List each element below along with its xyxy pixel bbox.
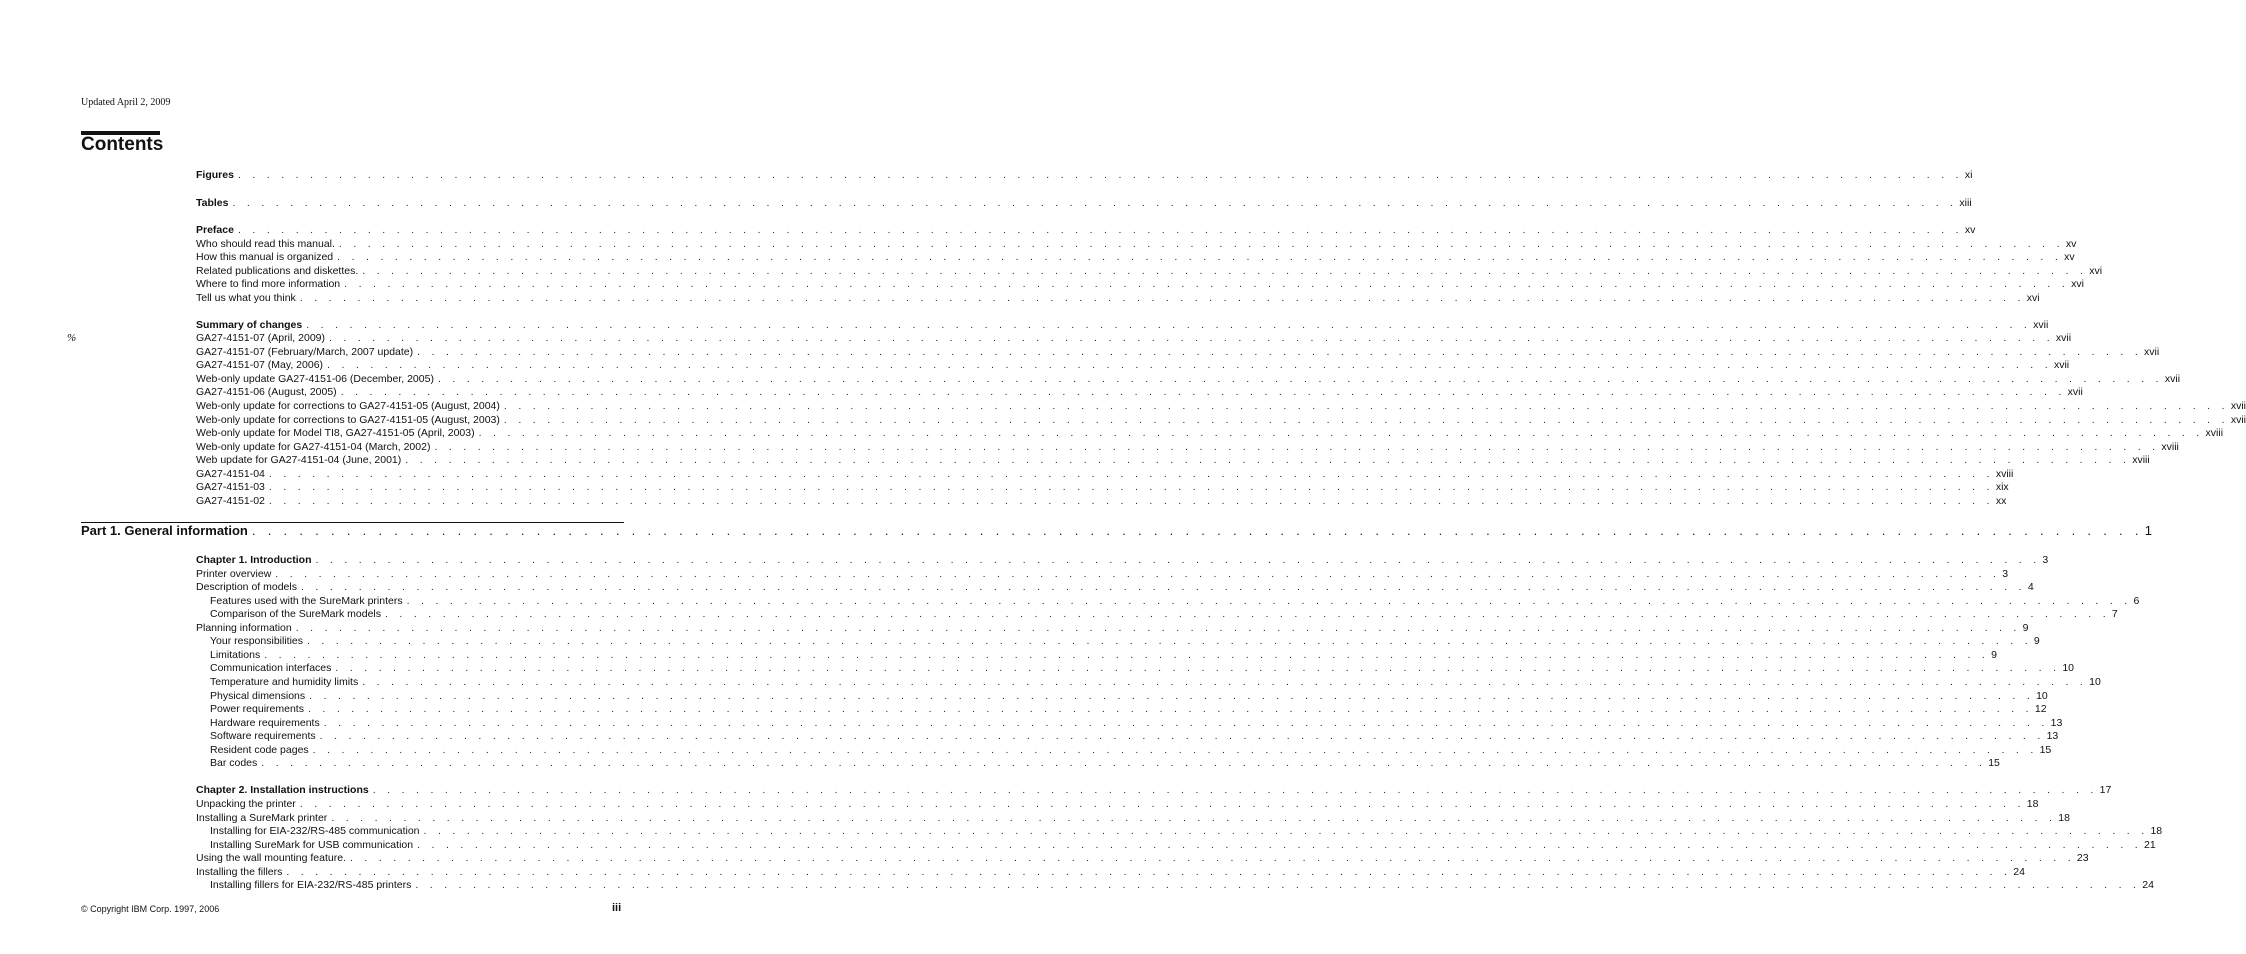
toc-entry[interactable] — [196, 784, 2112, 798]
toc-entry-label: GA27-4151-02 — [196, 495, 265, 507]
toc-entry-page: xviii — [2205, 427, 2224, 439]
toc-entry-label: Limitations — [210, 649, 261, 661]
dot-leader: . . . . . . . . . . . . . . . . . . . . . . . . . . . . . . . . . . . . . . . . . . . . . . . . . . . . . . . . . . . . . . . . . . . . . . . . . . . . . . . . . . . . . . . . . . . . . . . . . . . . . . . . . . . . . . . . . . . . . . . . — [350, 852, 2075, 864]
toc-entry[interactable] — [196, 238, 2077, 252]
toc-entry-page: 10 — [2089, 676, 2101, 688]
toc-entry-label: Resident code pages — [210, 744, 309, 756]
toc-entry-label: Power requirements — [210, 703, 304, 715]
toc-entry-page: xvi — [2071, 278, 2084, 290]
toc-entry[interactable] — [196, 292, 2040, 306]
toc-entry-page: 1 — [2144, 523, 2153, 538]
toc-entry[interactable] — [196, 812, 2070, 826]
toc-entry-label: Features used with the SureMark printers — [210, 595, 403, 607]
toc-entry-label: Printer overview — [196, 568, 272, 580]
dot-leader: . . . . . . . . . . . . . . . . . . . . . . . . . . . . . . . . . . . . . . . . . . . . . . . . . . . . . . . . . . . . . . . . . . . . . . . . . . . . . . . . . . . . . . . . . . . . . . . . . . . . . . . . . . . . . . . . . . . . . . . . — [417, 839, 2143, 851]
dot-leader: . . . . . . . . . . . . . . . . . . . . . . . . . . . . . . . . . . . . . . . . . . . . . . . . . . . . . . . . . . . . . . . . . . . . . . . . . . . . . . . . . . . . . . . . . . . . . . . . . . . . . . . . . . . . . . . . . . . . . . . . — [434, 441, 2160, 453]
toc-entry-label: Planning information — [196, 622, 292, 634]
toc-entry-label: Who should read this manual. — [196, 238, 335, 250]
toc-entry-label: Summary of changes — [196, 319, 303, 331]
toc-entry-page: xvii — [2053, 359, 2070, 371]
toc-entry-page: xvii — [2055, 332, 2072, 344]
toc-entry-page: 10 — [2036, 690, 2048, 702]
footer-page-number: iii — [612, 902, 622, 914]
toc-entry-page: 13 — [2046, 730, 2059, 742]
dot-leader: . . . . . . . . . . . . . . . . . . . . . . . . . . . . . . . . . . . . . . . . . . . . . . . . . . . . . . . . . . . . . . . . . . . . . . . . . . . . . . . . . . . . . . . . . . . . . . . . . . . . . . . . . . . . . . . . . . . . . . . . — [335, 662, 2061, 674]
toc-entry-page: 21 — [2144, 839, 2156, 851]
toc-entry[interactable] — [210, 635, 2040, 649]
dot-leader: . . . . . . . . . . . . . . . . . . . . . . . . . . . . . . . . . . . . . . . . . . . . . . . . . . . . . . . . . . . . . . . . . . . . . . . . . . . . . . . . . . . . . . . . . . . . . . . . . . . . . . . . . . . . . . . . . . . . . . . . — [340, 386, 2066, 398]
toc-entry-label: Hardware requirements — [210, 717, 320, 729]
toc-entry-label: Software requirements — [210, 730, 316, 742]
toc-entry-page: xix — [1995, 481, 2009, 493]
dot-leader: . . . . . . . . . . . . . . . . . . . . . . . . . . . . . . . . . . . . . . . . . . . . . . . . . . . . . . . . . . . . . . . . . . . . . . . . . . . . . . . . . . . . . . . . . . . . . . . . . . . . . . . . . . . . . . . . . . . . . . . . — [478, 427, 2204, 439]
toc-entry-label: GA27-4151-07 (May, 2006) — [196, 359, 324, 371]
toc-entry-page: xvii — [2033, 319, 2049, 331]
dot-leader: . . . . . . . . . . . . . . . . . . . . . . . . . . . . . . . . . . . . . . . . . . . . . . . . . . . . . . . . . . . . . . . . . . . . . . . . . . . . . . . . . . . . . . . . . . . . . . . . . . . . . . . . . . . . . . . . . . . . . . . . — [331, 812, 2057, 824]
toc-entry-label: Description of models — [196, 581, 297, 593]
toc-entry-label: Installing a SureMark printer — [196, 812, 328, 824]
toc-entry-label: Web-only update for corrections to GA27-4151-05 (August, 2003) — [196, 414, 500, 426]
toc-entry-label: Unpacking the printer — [196, 798, 296, 810]
toc-entry[interactable] — [196, 400, 2246, 414]
toc-entry-page: 15 — [2039, 744, 2052, 756]
dot-leader: . . . . . . . . . . . . . . . . . . . . . . . . . . . . . . . . . . . . . . . . . . . . . . . . . . . . . . . . . . . . . . . . . . . . . . . . . . . . . . . . . . . . . . . . . . . . . . . . . . . . . . . . . . . . . . . . . . . . . . . . — [503, 400, 2229, 412]
dot-leader: . . . . . . . . . . . . . . . . . . . . . . . . . . . . . . . . . . . . . . . . . . . . . . . . . . . . . . . . . . . . . . . . . . . . . . . . . . . . . . . . . . . . . . . . . . . . . . . . . . . . . . . . . . . . . . . . . . . . . . . . — [295, 622, 2021, 634]
dot-leader: . . . . . . . . . . . . . . . . . . . . . . . . . . . . . . . . . . . . . . . . . . . . . . . . . . . . . . . . . . . . . . . . . . . . . . . . . . . . . . . . . . . . . . . . . . . . . . . . . . . . . . . . . . . . . . . . . . . . . . . . — [338, 238, 2064, 250]
toc-entry-label: GA27-4151-07 (February/March, 2007 update) — [196, 346, 414, 358]
dot-leader: . . . . . . . . . . . . . . . . . . . . . . . . . . . . . . . . . . . . . . . . . . . . . . . . . . . . . . . . . . . . . . . . . . . . . . . . . . . . . . . . . . . . . . . . . . . . . . . . . . . . . . . . . . . . . . . . . . . . . . . . — [299, 798, 2025, 810]
toc-entry[interactable] — [196, 332, 2072, 346]
toc-entry[interactable] — [196, 265, 2103, 279]
toc-entry-page: xviii — [2161, 441, 2179, 453]
toc-entry-page: 6 — [2133, 595, 2140, 607]
toc-entry-label: How this manual is organized — [196, 251, 334, 263]
toc-entry[interactable] — [210, 825, 2163, 839]
toc-entry-page: xvii — [2230, 400, 2246, 412]
dot-leader: . . . . . . . . . . . . . . . . . . . . . . . . . . . . . . . . . . . . . . . . . . . . . . . . . . . . . . . . . . . . . . . . . . . . . . . . . . . . . . . . . . . . . . . . . . . . . . . . . . . . . . . . . . . . . . . . . . . . . . . . — [268, 481, 1994, 493]
toc-entry[interactable] — [196, 359, 2070, 373]
dot-leader: . . . . . . . . . . . . . . . . . . . . . . . . . . . . . . . . . . . . . . . . . . . . . . . . . . . . . . . . . . . . . . . . . . . . . . . . . . . . . . . . . . . . . . . . . . . . . . . . . . . . . . . . . . . . . . . . . . . . . . . . — [264, 649, 1990, 661]
dot-leader: . . . . . . . . . . . . . . . . . . . . . . . . . . . . . . . . . . . . . . . . . . . . . . . . . . . . . . . . . . . . . . . . . . . . . . . . . . . . . . . . . . . . . . . . . . . . . . . . . . . . . . . . . . . . . . . . . . . . . . . . — [405, 454, 2131, 466]
toc-entry-page: 13 — [2050, 717, 2063, 729]
dot-leader: . . . . . . . . . . . . . . . . . . . . . . . . . . . . . . . . . . . . . . . . . . . . . . . . . . . . . . . . . . . . . . . . . . . . . . . . . . . . . . . . . . . . . . . . . . . . . . . . . . . . . . . . . . . . . . . . . . . . . . . . — [417, 346, 2143, 358]
toc-entry-page: 15 — [1988, 757, 2000, 769]
dot-leader: . . . . . . . . . . . . . . . . . . . . . . . . . . . . . . . . . . . . . . . . . . . . . . . . . . . . . . . . . . . . . . . . . . . . . . . . . . . . . . . . . . . . . . . . . . . . . . . . . . . . . . . . . . . . . . . . . . . . . . . . — [251, 523, 2143, 538]
toc-entry-page: 9 — [2033, 635, 2040, 647]
toc-entry[interactable] — [210, 662, 2074, 676]
toc-entry-page: xx — [1995, 495, 2007, 507]
toc-entry[interactable] — [196, 581, 2034, 595]
page-title: Contents — [81, 134, 164, 155]
toc-entry-page: 18 — [2026, 798, 2039, 810]
toc-entry-page: 24 — [2013, 866, 2025, 878]
toc-entry-page: 9 — [2022, 622, 2029, 634]
toc-entry-label: Web-only update for Model TI8, GA27-4151-05 (April, 2003) — [196, 427, 475, 439]
toc-entry-page: xviii — [2132, 454, 2150, 466]
toc-entry-page: xvii — [2144, 346, 2160, 358]
toc-entry-label: Using the wall mounting feature. — [196, 852, 346, 864]
toc-entry-label: Part 1. General information — [81, 523, 248, 538]
toc-entry-page: xviii — [1995, 468, 2014, 480]
toc-entry-page: xvii — [2164, 373, 2181, 385]
toc-entry[interactable] — [196, 373, 2181, 387]
dot-leader: . . . . . . . . . . . . . . . . . . . . . . . . . . . . . . . . . . . . . . . . . . . . . . . . . . . . . . . . . . . . . . . . . . . . . . . . . . . . . . . . . . . . . . . . . . . . . . . . . . . . . . . . . . . . . . . . . . . . . . . . — [312, 744, 2038, 756]
toc-entry-label: Installing SureMark for USB communication — [210, 839, 414, 851]
toc-entry[interactable] — [210, 649, 1997, 663]
dot-leader: . . . . . . . . . . . . . . . . . . . . . . . . . . . . . . . . . . . . . . . . . . . . . . . . . . . . . . . . . . . . . . . . . . . . . . . . . . . . . . . . . . . . . . . . . . . . . . . . . . . . . . . . . . . . . . . . . . . . . . . . — [323, 717, 2049, 729]
toc-entry-page: 7 — [2111, 608, 2118, 620]
toc-entry-page: 23 — [2076, 852, 2089, 864]
toc-entry-label: Related publications and diskettes. — [196, 265, 359, 277]
change-mark: % — [67, 332, 77, 344]
dot-leader: . . . . . . . . . . . . . . . . . . . . . . . . . . . . . . . . . . . . . . . . . . . . . . . . . . . . . . . . . . . . . . . . . . . . . . . . . . . . . . . . . . . . . . . . . . . . . . . . . . . . . . . . . . . . . . . . . . . . . . . . — [385, 608, 2110, 620]
dot-leader: . . . . . . . . . . . . . . . . . . . . . . . . . . . . . . . . . . . . . . . . . . . . . . . . . . . . . . . . . . . . . . . . . . . . . . . . . . . . . . . . . . . . . . . . . . . . . . . . . . . . . . . . . . . . . . . . . . . . . . . . — [268, 495, 1994, 507]
dot-leader: . . . . . . . . . . . . . . . . . . . . . . . . . . . . . . . . . . . . . . . . . . . . . . . . . . . . . . . . . . . . . . . . . . . . . . . . . . . . . . . . . . . . . . . . . . . . . . . . . . . . . . . . . . . . . . . . . . . . . . . . — [503, 414, 2229, 426]
toc-entry-page: 18 — [2150, 825, 2163, 837]
toc-entry[interactable] — [210, 757, 2000, 771]
toc-entry-label: Installing fillers for EIA-232/RS-485 printers — [210, 879, 412, 891]
toc-entry[interactable] — [196, 866, 2025, 880]
toc-entry-label: Physical dimensions — [210, 690, 306, 702]
toc-entry[interactable] — [196, 427, 2224, 441]
dot-leader: . . . . . . . . . . . . . . . . . . . . . . . . . . . . . . . . . . . . . . . . . . . . . . . . . . . . . . . . . . . . . . . . . . . . . . . . . . . . . . . . . . . . . . . . . . . . . . . . . . . . . . . . . . . . . . . . . . . . . . . . — [362, 676, 2088, 688]
toc-entry-label: Figures — [196, 169, 234, 181]
updated-date: Updated April 2, 2009 — [81, 97, 171, 108]
toc-entry-label: GA27-4151-04 — [196, 468, 265, 480]
toc-entry[interactable] — [196, 386, 2083, 400]
toc-entry-page: 9 — [1991, 649, 1997, 661]
toc-entry[interactable] — [196, 197, 1972, 211]
toc-entry-page: 3 — [2002, 568, 2009, 580]
toc-entry[interactable] — [196, 278, 2084, 292]
toc-entry-label: Communication interfaces — [210, 662, 332, 674]
dot-leader: . . . . . . . . . . . . . . . . . . . . . . . . . . . . . . . . . . . . . . . . . . . . . . . . . . . . . . . . . . . . . . . . . . . . . . . . . . . . . . . . . . . . . . . . . . . . . . . . . . . . . . . . . . . . . . . . . . . . . . . . — [406, 595, 2132, 607]
toc-entry-label: GA27-4151-07 (April, 2009) — [196, 332, 325, 344]
toc-entry-label: Installing the fillers — [196, 866, 283, 878]
toc-entry[interactable] — [210, 608, 2118, 622]
toc-entry-page: xv — [2064, 251, 2075, 263]
dot-leader: . . . . . . . . . . . . . . . . . . . . . . . . . . . . . . . . . . . . . . . . . . . . . . . . . . . . . . . . . . . . . . . . . . . . . . . . . . . . . . . . . . . . . . . . . . . . . . . . . . . . . . . . . . . . . . . . . . . . . . . . — [344, 278, 2070, 290]
toc-entry-label: Chapter 1. Introduction — [196, 554, 312, 566]
toc-entry[interactable] — [196, 554, 2049, 568]
dot-leader: . . . . . . . . . . . . . . . . . . . . . . . . . . . . . . . . . . . . . . . . . . . . . . . . . . . . . . . . . . . . . . . . . . . . . . . . . . . . . . . . . . . . . . . . . . . . . . . . . . . . . . . . . . . . . . . . . . . . . . . . — [286, 866, 2012, 878]
toc-entry[interactable] — [210, 676, 2101, 690]
toc-entry[interactable] — [196, 622, 2029, 636]
toc-entry[interactable] — [196, 481, 2009, 495]
dot-leader: . . . . . . . . . . . . . . . . . . . . . . . . . . . . . . . . . . . . . . . . . . . . . . . . . . . . . . . . . . . . . . . . . . . . . . . . . . . . . . . . . . . . . . . . . . . . . . . . . . . . . . . . . . . . . . . . . . . . . . . . — [275, 568, 2001, 580]
toc-entry[interactable] — [196, 798, 2039, 812]
dot-leader: . . . . . . . . . . . . . . . . . . . . . . . . . . . . . . . . . . . . . . . . . . . . . . . . . . . . . . . . . . . . . . . . . . . . . . . . . . . . . . . . . . . . . . . . . . . . . . . . . . . . . . . . . . . . . . . . . . . . . . . . — [437, 373, 2163, 385]
toc-entry[interactable] — [210, 717, 2063, 731]
toc-entry-page: 18 — [2058, 812, 2070, 824]
dot-leader: . . . . . . . . . . . . . . . . . . . . . . . . . . . . . . . . . . . . . . . . . . . . . . . . . . . . . . . . . . . . . . . . . . . . . . . . . . . . . . . . . . . . . . . . . . . . . . . . . . . . . . . . . . . . . . . . . . . . . . . . — [309, 690, 2035, 702]
toc-entry[interactable] — [210, 839, 2156, 853]
toc-entry-label: Your responsibilities — [210, 635, 303, 647]
toc-entry-label: Bar codes — [210, 757, 258, 769]
toc-entry-page: xvii — [2067, 386, 2083, 398]
toc-entry-page: xi — [1964, 169, 1973, 181]
toc-entry-label: Web update for GA27-4151-04 (June, 2001) — [196, 454, 402, 466]
toc-entry[interactable] — [196, 495, 2007, 509]
toc-entry-label: Tables — [196, 197, 229, 209]
toc-entry[interactable] — [196, 454, 2150, 468]
toc-entry-label: Preface — [196, 224, 234, 236]
toc-entry[interactable] — [210, 730, 2059, 744]
dot-leader: . . . . . . . . . . . . . . . . . . . . . . . . . . . . . . . . . . . . . . . . . . . . . . . . . . . . . . . . . . . . . . . . . . . . . . . . . . . . . . . . . . . . . . . . . . . . . . . . . . . . . . . . . . . . . . . . . . . . . . . . — [337, 251, 2063, 263]
toc-entry[interactable] — [210, 744, 2052, 758]
toc-entry-page: xiii — [1959, 197, 1972, 209]
toc-entry[interactable] — [196, 568, 2009, 582]
toc-entry-label: Chapter 2. Installation instructions — [196, 784, 369, 796]
toc-entry[interactable] — [196, 468, 2014, 482]
dot-leader: . . . . . . . . . . . . . . . . . . . . . . . . . . . . . . . . . . . . . . . . . . . . . . . . . . . . . . . . . . . . . . . . . . . . . . . . . . . . . . . . . . . . . . . . . . . . . . . . . . . . . . . . . . . . . . . . . . . . . . . . — [300, 581, 2026, 593]
dot-leader: . . . . . . . . . . . . . . . . . . . . . . . . . . . . . . . . . . . . . . . . . . . . . . . . . . . . . . . . . . . . . . . . . . . . . . . . . . . . . . . . . . . . . . . . . . . . . . . . . . . . . . . . . . . . . . . . . . . . . . . . — [372, 784, 2098, 796]
toc-entry-page: xv — [1964, 224, 1976, 236]
toc-entry-page: 10 — [2062, 662, 2074, 674]
dot-leader: . . . . . . . . . . . . . . . . . . . . . . . . . . . . . . . . . . . . . . . . . . . . . . . . . . . . . . . . . . . . . . . . . . . . . . . . . . . . . . . . . . . . . . . . . . . . . . . . . . . . . . . . . . . . . . . . . . . . . . . . — [319, 730, 2045, 742]
toc-entry-page: xvi — [2089, 265, 2103, 277]
toc-entry-label: Web-only update for corrections to GA27-4151-05 (August, 2004) — [196, 400, 500, 412]
toc-entry-label: GA27-4151-06 (August, 2005) — [196, 386, 337, 398]
footer-copyright: © Copyright IBM Corp. 1997, 2006 — [81, 904, 220, 914]
dot-leader: . . . . . . . . . . . . . . . . . . . . . . . . . . . . . . . . . . . . . . . . . . . . . . . . . . . . . . . . . . . . . . . . . . . . . . . . . . . . . . . . . . . . . . . . . . . . . . . . . . . . . . . . . . . . . . . . . . . . . . . . — [329, 332, 2054, 344]
toc-entry-label: Where to find more information — [196, 278, 341, 290]
dot-leader: . . . . . . . . . . . . . . . . . . . . . . . . . . . . . . . . . . . . . . . . . . . . . . . . . . . . . . . . . . . . . . . . . . . . . . . . . . . . . . . . . . . . . . . . . . . . . . . . . . . . . . . . . . . . . . . . . . . . . . . . — [423, 825, 2149, 837]
toc-entry[interactable] — [196, 414, 2246, 428]
dot-leader: . . . . . . . . . . . . . . . . . . . . . . . . . . . . . . . . . . . . . . . . . . . . . . . . . . . . . . . . . . . . . . . . . . . . . . . . . . . . . . . . . . . . . . . . . . . . . . . . . . . . . . . . . . . . . . . . . . . . . . . . — [362, 265, 2088, 277]
dot-leader: . . . . . . . . . . . . . . . . . . . . . . . . . . . . . . . . . . . . . . . . . . . . . . . . . . . . . . . . . . . . . . . . . . . . . . . . . . . . . . . . . . . . . . . . . . . . . . . . . . . . . . . . . . . . . . . . . . . . . . . . — [415, 879, 2141, 891]
toc-entry-label: GA27-4151-03 — [196, 481, 265, 493]
toc-entry[interactable] — [196, 224, 1976, 238]
dot-leader: . . . . . . . . . . . . . . . . . . . . . . . . . . . . . . . . . . . . . . . . . . . . . . . . . . . . . . . . . . . . . . . . . . . . . . . . . . . . . . . . . . . . . . . . . . . . . . . . . . . . . . . . . . . . . . . . . . . . . . . . — [327, 359, 2052, 371]
toc-part-heading[interactable] — [81, 523, 2153, 541]
dot-leader: . . . . . . . . . . . . . . . . . . . . . . . . . . . . . . . . . . . . . . . . . . . . . . . . . . . . . . . . . . . . . . . . . . . . . . . . . . . . . . . . . . . . . . . . . . . . . . . . . . . . . . . . . . . . . . . . . . . . . . . . — [315, 554, 2041, 566]
toc-entry[interactable] — [196, 441, 2179, 455]
toc-entry[interactable] — [196, 251, 2075, 265]
toc-entry-label: Temperature and humidity limits — [210, 676, 359, 688]
toc-entry-label: Installing for EIA-232/RS-485 communication — [210, 825, 420, 837]
dot-leader: . . . . . . . . . . . . . . . . . . . . . . . . . . . . . . . . . . . . . . . . . . . . . . . . . . . . . . . . . . . . . . . . . . . . . . . . . . . . . . . . . . . . . . . . . . . . . . . . . . . . . . . . . . . . . . . . . . . . . . . . — [268, 468, 1994, 480]
toc-entry[interactable] — [196, 169, 1973, 183]
dot-leader: . . . . . . . . . . . . . . . . . . . . . . . . . . . . . . . . . . . . . . . . . . . . . . . . . . . . . . . . . . . . . . . . . . . . . . . . . . . . . . . . . . . . . . . . . . . . . . . . . . . . . . . . . . . . . . . . . . . . . . . . — [237, 169, 1963, 181]
toc-entry[interactable] — [210, 595, 2140, 609]
dot-leader: . . . . . . . . . . . . . . . . . . . . . . . . . . . . . . . . . . . . . . . . . . . . . . . . . . . . . . . . . . . . . . . . . . . . . . . . . . . . . . . . . . . . . . . . . . . . . . . . . . . . . . . . . . . . . . . . . . . . . . . . — [307, 635, 2032, 647]
toc-entry[interactable] — [196, 319, 2049, 333]
toc-entry[interactable] — [210, 703, 2047, 717]
toc-entry-label: Comparison of the SureMark models — [210, 608, 381, 620]
toc-entry-page: xvii — [2230, 414, 2246, 426]
toc-entry-label: Web-only update for GA27-4151-04 (March, 2002) — [196, 441, 431, 453]
dot-leader: . . . . . . . . . . . . . . . . . . . . . . . . . . . . . . . . . . . . . . . . . . . . . . . . . . . . . . . . . . . . . . . . . . . . . . . . . . . . . . . . . . . . . . . . . . . . . . . . . . . . . . . . . . . . . . . . . . . . . . . . — [299, 292, 2025, 304]
dot-leader: . . . . . . . . . . . . . . . . . . . . . . . . . . . . . . . . . . . . . . . . . . . . . . . . . . . . . . . . . . . . . . . . . . . . . . . . . . . . . . . . . . . . . . . . . . . . . . . . . . . . . . . . . . . . . . . . . . . . . . . . — [307, 703, 2033, 715]
toc-entry[interactable] — [196, 852, 2089, 866]
toc-entry-page: xv — [2065, 238, 2077, 250]
dot-leader: . . . . . . . . . . . . . . . . . . . . . . . . . . . . . . . . . . . . . . . . . . . . . . . . . . . . . . . . . . . . . . . . . . . . . . . . . . . . . . . . . . . . . . . . . . . . . . . . . . . . . . . . . . . . . . . . . . . . . . . . — [261, 757, 1987, 769]
toc-entry-label: Web-only update GA27-4151-06 (December, 2005) — [196, 373, 434, 385]
toc-entry-page: xvi — [2026, 292, 2040, 304]
toc-entry-page: 12 — [2034, 703, 2047, 715]
dot-leader: . . . . . . . . . . . . . . . . . . . . . . . . . . . . . . . . . . . . . . . . . . . . . . . . . . . . . . . . . . . . . . . . . . . . . . . . . . . . . . . . . . . . . . . . . . . . . . . . . . . . . . . . . . . . . . . . . . . . . . . . — [306, 319, 2032, 331]
toc-entry-page: 17 — [2099, 784, 2112, 796]
toc-entry-page: 3 — [2042, 554, 2049, 566]
toc-entry-label: Tell us what you think — [196, 292, 296, 304]
toc-entry-page: 24 — [2142, 879, 2154, 891]
toc-entry-page: 4 — [2027, 581, 2034, 593]
dot-leader: . . . . . . . . . . . . . . . . . . . . . . . . . . . . . . . . . . . . . . . . . . . . . . . . . . . . . . . . . . . . . . . . . . . . . . . . . . . . . . . . . . . . . . . . . . . . . . . . . . . . . . . . . . . . . . . . . . . . . . . . — [237, 224, 1963, 236]
toc-entry[interactable] — [196, 346, 2160, 360]
dot-leader: . . . . . . . . . . . . . . . . . . . . . . . . . . . . . . . . . . . . . . . . . . . . . . . . . . . . . . . . . . . . . . . . . . . . . . . . . . . . . . . . . . . . . . . . . . . . . . . . . . . . . . . . . . . . . . . . . . . . . . . . — [232, 197, 1958, 209]
toc-entry[interactable] — [210, 690, 2048, 704]
toc-entry[interactable] — [210, 879, 2154, 893]
